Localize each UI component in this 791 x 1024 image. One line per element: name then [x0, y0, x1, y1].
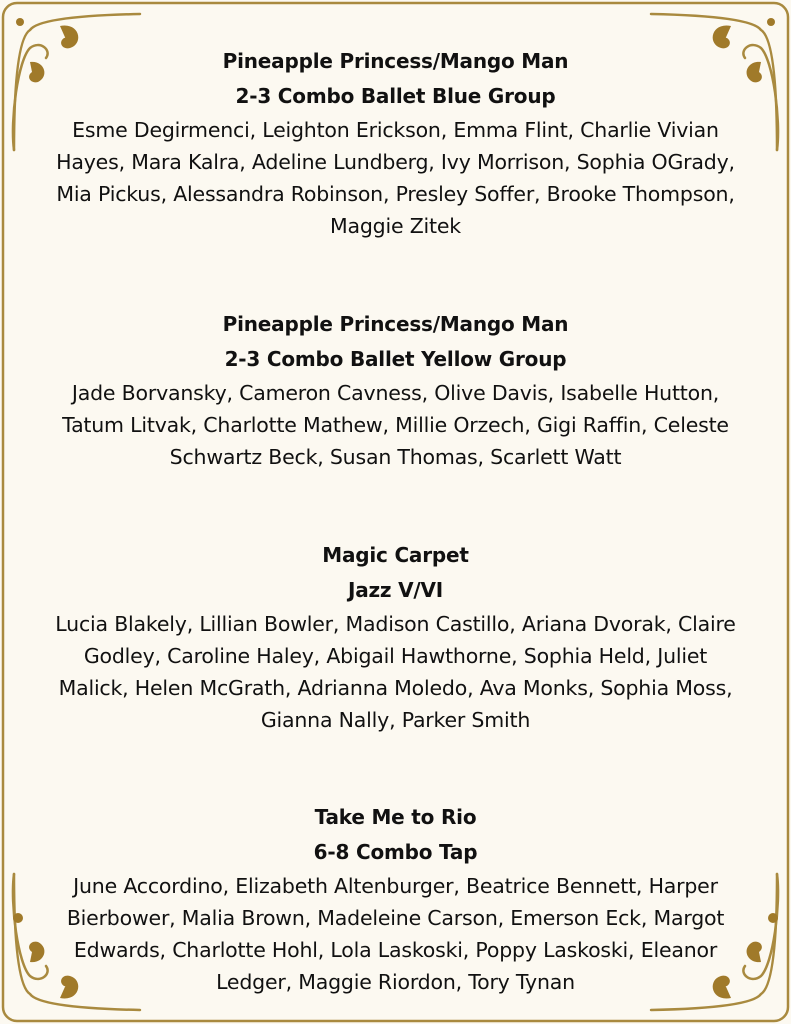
spacer — [40, 473, 751, 538]
section-subtitle: 2-3 Combo Ballet Blue Group — [235, 84, 556, 108]
section-title: Magic Carpet — [322, 543, 469, 567]
dot-icon — [16, 18, 24, 26]
dancer-names: Jade Borvansky, Cameron Cavness, Olive Davis, Isabelle Hutton, Tatum Litvak, Charlotte Mathew, Millie Orzech, Gigi Raffin, Celeste Schwartz Beck, Susan Thomas, Scarlett Watt — [62, 381, 729, 469]
section-subtitle: 6-8 Combo Tap — [313, 840, 478, 864]
dancer-names: Esme Degirmenci, Leighton Erickson, Emma Flint, Charlie Vivian Hayes, Mara Kalra, Adeline Lundberg, Ivy Morrison, Sophia OGrady, Mia Pickus, Alessandra Robinson, Presley Soffer, Brooke Thompson, Maggie Zitek — [56, 118, 735, 238]
section-subtitle: 2-3 Combo Ballet Yellow Group — [224, 347, 567, 371]
dot-icon — [13, 913, 23, 923]
program-section — [40, 44, 751, 242]
spacer — [40, 242, 751, 307]
program-section — [40, 800, 751, 998]
program-list — [40, 44, 751, 998]
program-section — [40, 538, 751, 736]
dancer-names: Lucia Blakely, Lillian Bowler, Madison Castillo, Ariana Dvorak, Claire Godley, Caroline Haley, Abigail Hawthorne, Sophia Held, Juliet Malick, Helen McGrath, Adrianna Moledo, Ava Monks, Sophia Moss, Gianna Nally, Parker Smith — [55, 612, 736, 732]
section-title: Pineapple Princess/Mango Man — [222, 312, 569, 336]
section-title: Take Me to Rio — [314, 805, 477, 829]
dot-icon — [767, 18, 775, 26]
section-subtitle: Jazz V/VI — [347, 578, 444, 602]
spacer — [40, 736, 751, 800]
section-title: Pineapple Princess/Mango Man — [222, 49, 569, 73]
dot-icon — [768, 913, 778, 923]
program-section — [40, 307, 751, 473]
dancer-names: June Accordino, Elizabeth Altenburger, Beatrice Bennett, Harper Bierbower, Malia Brown, Madeleine Carson, Emerson Eck, Margot Edwards, Charlotte Hohl, Lola Laskoski, Poppy Laskoski, Eleanor Ledger, Maggie Riordon, Tory Tynan — [66, 874, 725, 994]
